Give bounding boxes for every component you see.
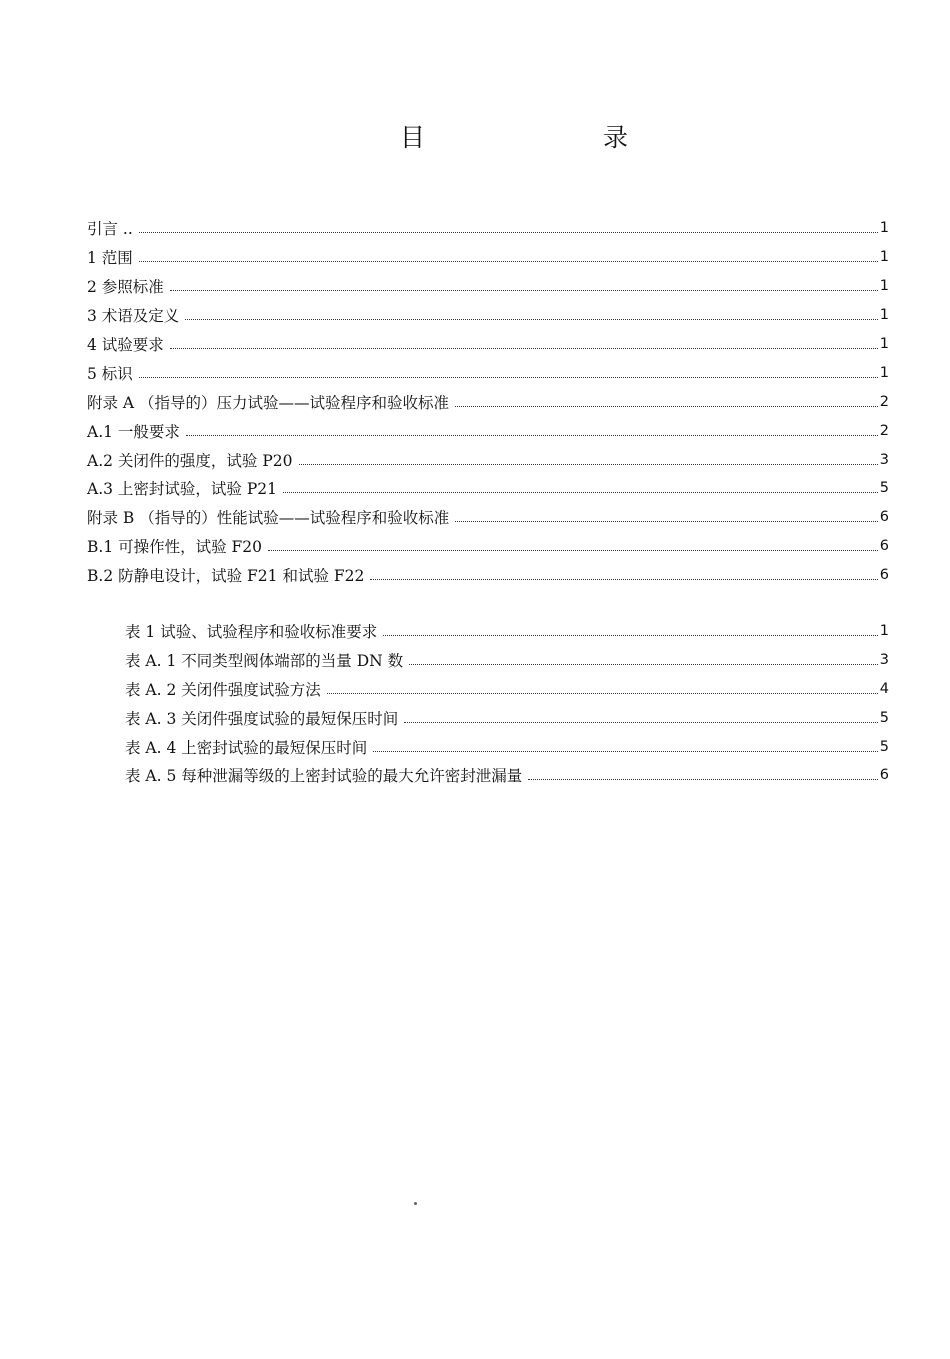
toc-entry[interactable] — [87, 387, 889, 416]
toc-entry[interactable] — [87, 445, 889, 474]
table-entry-page: 5 — [879, 709, 889, 726]
toc-entry-label: 1 范围 — [87, 249, 133, 268]
toc-entry-page: 2 — [879, 422, 889, 439]
toc-entry-label: A.3 上密封试验，试验 P21 — [87, 480, 277, 499]
table-list-entry[interactable] — [125, 675, 889, 704]
table-list-entry[interactable] — [125, 732, 889, 761]
dot-leader — [455, 521, 878, 522]
toc-entry-label: 2 参照标准 — [87, 278, 164, 297]
toc-entry-label: A.2 关闭件的强度，试验 P20 — [87, 451, 293, 470]
toc-entry-label: 附录 B （指导的）性能试验——试验程序和验收标准 — [87, 509, 450, 528]
dot-leader — [283, 492, 878, 493]
toc-entry[interactable] — [87, 561, 889, 590]
toc-entry-label: 附录 A （指导的）压力试验——试验程序和验收标准 — [87, 393, 450, 412]
table-entry-label: 表 A. 2 关闭件强度试验方法 — [125, 680, 321, 699]
toc-entry[interactable] — [87, 474, 889, 503]
toc-entry-page: 1 — [879, 278, 889, 295]
table-entry-label: 表 A. 5 每种泄漏等级的上密封试验的最大允许密封泄漏量 — [125, 767, 523, 786]
dot-leader — [139, 261, 878, 262]
table-entry-page: 5 — [879, 738, 889, 755]
dot-leader — [186, 435, 878, 436]
dot-leader — [299, 464, 878, 465]
table-list-entry[interactable] — [125, 703, 889, 732]
toc-entry-page: 6 — [879, 538, 889, 555]
dot-leader — [327, 693, 878, 694]
title-char-2: 录 — [603, 123, 629, 152]
scan-speck — [414, 1202, 417, 1205]
toc-entry[interactable] — [87, 243, 889, 272]
toc-entry-page: 1 — [879, 220, 889, 237]
dot-leader — [170, 348, 878, 349]
toc-entry-page: 5 — [879, 480, 889, 497]
toc-entry-page: 6 — [879, 567, 889, 584]
dot-leader — [383, 635, 878, 636]
toc-entry-page: 1 — [879, 307, 889, 324]
dot-leader — [373, 751, 878, 752]
toc-entry-page: 2 — [879, 393, 889, 410]
toc-entry-page: 1 — [879, 364, 889, 381]
table-entry-label: 表 A. 1 不同类型阀体端部的当量 DN 数 — [125, 652, 404, 671]
toc-entry-page: 1 — [879, 336, 889, 352]
dot-leader — [139, 377, 878, 378]
table-list-entry[interactable] — [125, 646, 889, 675]
toc-entry[interactable] — [87, 214, 889, 243]
table-entry-page: 1 — [879, 623, 889, 640]
dot-leader — [370, 579, 877, 580]
toc-entry[interactable] — [87, 272, 889, 301]
toc-entry-label: 3 术语及定义 — [87, 307, 180, 326]
table-entry-page: 6 — [879, 767, 889, 784]
toc-entry[interactable] — [87, 503, 889, 532]
toc-entry[interactable] — [87, 301, 889, 330]
toc-entry-label: B.1 可操作性，试验 F20 — [87, 538, 263, 557]
title-char-1: 目 — [400, 123, 426, 152]
toc-entry[interactable] — [87, 416, 889, 445]
dot-leader — [139, 232, 878, 233]
toc-entry-page: 3 — [879, 451, 889, 468]
toc-entry-label: 4 试验要求 — [87, 336, 164, 354]
toc-entry-label: 5 标识 — [87, 364, 133, 383]
table-of-contents — [87, 214, 889, 590]
toc-entry[interactable] — [87, 330, 889, 359]
toc-entry-page: 6 — [879, 509, 889, 526]
dot-leader — [409, 664, 878, 665]
dot-leader — [185, 319, 877, 320]
table-entry-page: 4 — [879, 680, 889, 697]
dot-leader — [170, 290, 878, 291]
dot-leader — [528, 779, 878, 780]
list-of-tables — [125, 617, 889, 790]
table-entry-label: 表 1 试验、试验程序和验收标准要求 — [125, 623, 378, 642]
toc-entry[interactable] — [87, 532, 889, 561]
table-list-entry[interactable] — [125, 617, 889, 646]
dot-leader — [268, 550, 878, 551]
toc-entry[interactable] — [87, 358, 889, 387]
dot-leader — [404, 722, 878, 723]
toc-entry-page: 1 — [879, 249, 889, 266]
table-entry-label: 表 A. 3 关闭件强度试验的最短保压时间 — [125, 709, 399, 728]
toc-entry-label: B.2 防静电设计，试验 F21 和试验 F22 — [87, 567, 365, 586]
toc-entry-label: A.1 一般要求 — [87, 422, 180, 441]
table-list-entry[interactable] — [125, 761, 889, 790]
toc-entry-label: 引言 .. — [87, 220, 133, 239]
table-entry-page: 3 — [879, 652, 889, 669]
page-title — [0, 118, 950, 158]
dot-leader — [455, 406, 878, 407]
table-entry-label: 表 A. 4 上密封试验的最短保压时间 — [125, 738, 368, 757]
